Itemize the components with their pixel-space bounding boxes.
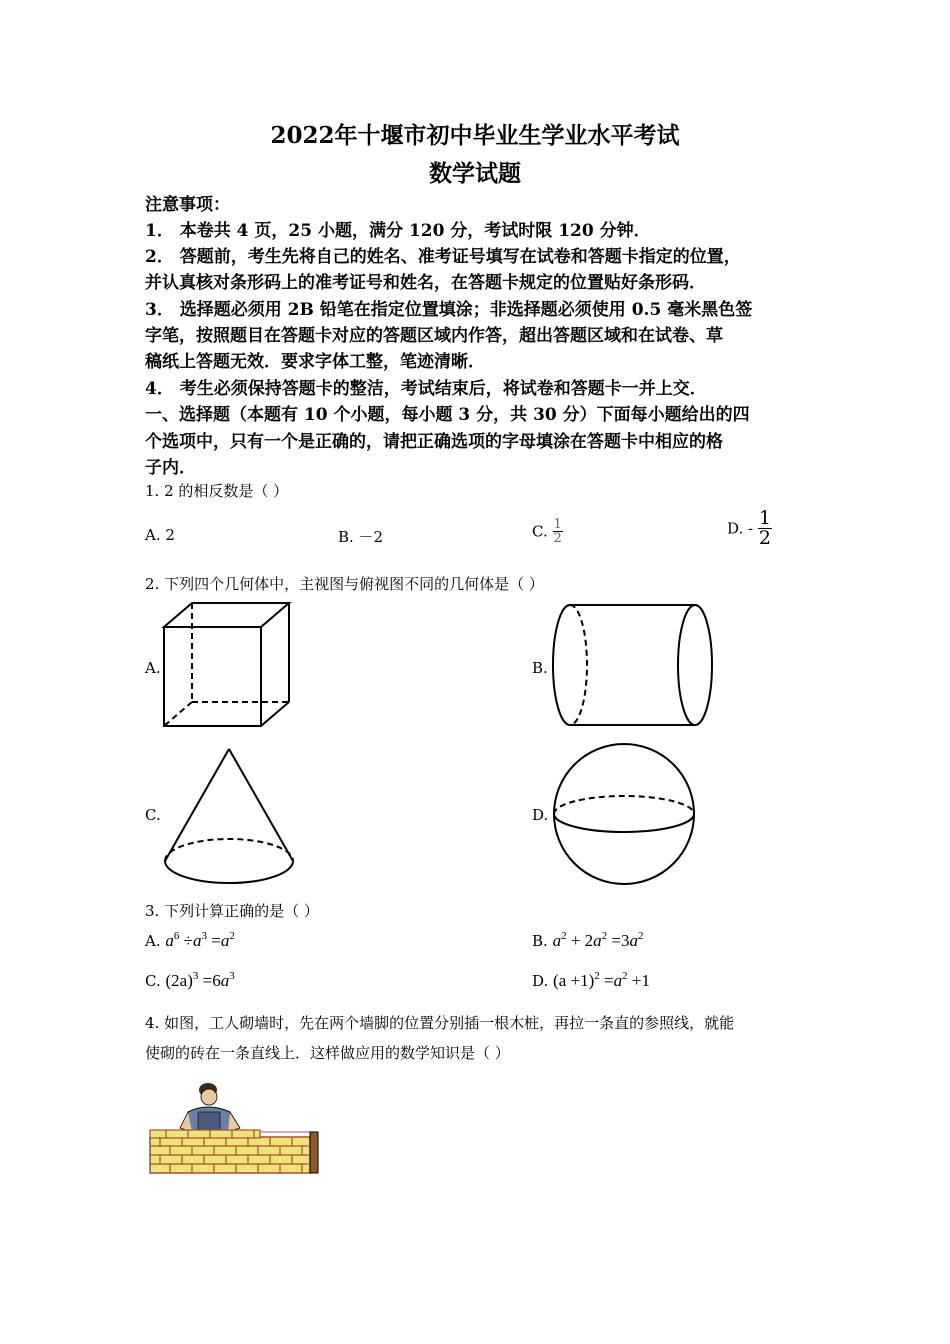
term: a (613, 971, 623, 990)
minus-sign: - (748, 519, 754, 538)
section-heading: 子内． (145, 458, 196, 478)
exponent: 2 (601, 930, 608, 942)
q2-option-a: A. (145, 659, 161, 677)
exam-subtitle: 数学试题 (429, 160, 521, 187)
q3-option-a (145, 930, 235, 951)
question-4-line: 使砌的砖在一条直线上．这样做应用的数学知识是（ ） (145, 1044, 510, 1062)
expression (553, 971, 650, 990)
q2-option-b: B. (532, 659, 548, 677)
q1-option-c-label: C. (532, 522, 548, 541)
exam-title: 2022年十堰市初中毕业生学业水平考试 (270, 122, 680, 149)
fraction (758, 509, 772, 548)
option-label: D. (532, 972, 549, 990)
operator: ÷ (179, 931, 193, 950)
exponent: 3 (229, 970, 235, 982)
q2-option-d: D. (532, 806, 549, 824)
exponent: 2 (229, 930, 235, 942)
term: a (192, 931, 202, 950)
term: a (629, 931, 639, 950)
term: a (552, 931, 562, 950)
term: a (220, 971, 230, 990)
expression (553, 931, 644, 950)
bricklayer-illustration (148, 1082, 320, 1174)
exponent: 6 (173, 930, 180, 942)
term: (2a) (165, 971, 193, 990)
term: a (220, 931, 230, 950)
q3-option-d (532, 970, 650, 991)
question-1-stem: 1. 2 的相反数是（ ） (145, 482, 289, 500)
operator: =6 (198, 971, 221, 990)
sphere-figure (552, 743, 696, 885)
operator: +1 (627, 971, 650, 990)
exponent: 2 (638, 930, 644, 942)
q3-option-b (532, 930, 644, 951)
operator: = (206, 931, 221, 950)
notes-line: 3． 选择题必须用 2B 铅笔在指定位置填涂；非选择题必须使用 0.5 毫米黑色签 (145, 300, 753, 320)
notes-heading: 注意事项： (145, 195, 230, 215)
question-4-line: 4. 如图，工人砌墙时，先在两个墙脚的位置分别插一根木桩，再拉一条直的参照线，就能 (145, 1014, 735, 1032)
q3-option-c (145, 970, 235, 991)
q2-option-c: C. (145, 806, 161, 824)
option-label: C. (145, 972, 161, 990)
operator: = (599, 971, 614, 990)
exponent: 2 (594, 970, 600, 982)
expression (166, 971, 235, 990)
notes-line: 4． 考生必须保持答题卡的整洁，考试结束后，将试卷和答题卡一并上交． (145, 379, 707, 399)
q1-option-b: B. －2 (338, 528, 384, 546)
cylinder-figure (552, 603, 714, 727)
section-heading: 个选项中，只有一个是正确的，请把正确选项的字母填涂在答题卡中相应的格 (145, 432, 723, 452)
term: a (165, 931, 174, 950)
cone-figure (163, 747, 295, 887)
fraction (553, 518, 563, 545)
exponent: 2 (622, 970, 628, 982)
exponent: 2 (561, 930, 567, 942)
term: (a +1) (553, 971, 595, 990)
q1-option-d-label: D. (727, 519, 744, 538)
exponent: 3 (192, 970, 199, 982)
expression (165, 931, 234, 950)
q1-option-c (532, 518, 563, 545)
notes-line: 1． 本卷共 4 页，25 小题，满分 120 分，考试时限 120 分钟． (145, 221, 651, 241)
notes-line: 并认真核对条形码上的准考证号和姓名，在答题卡规定的位置贴好条形码． (145, 273, 706, 293)
fraction-numerator: 1 (553, 517, 562, 532)
section-heading: 一、选择题（本题有 10 个小题，每小题 3 分，共 30 分）下面每小题给出的四 (145, 405, 750, 425)
operator: + 2 (566, 931, 594, 950)
notes-line: 字笔，按照题目在答题卡对应的答题区域内作答，超出答题区域和在试卷、草 (145, 326, 723, 346)
notes-line: 稿纸上答题无效．要求字体工整，笔迹清晰． (145, 352, 485, 372)
question-3-stem: 3. 下列计算正确的是（ ） (145, 902, 319, 920)
question-2-stem: 2. 下列四个几何体中，主视图与俯视图不同的几何体是（ ） (145, 575, 544, 593)
worker-figure (180, 1083, 240, 1134)
cube-figure (163, 602, 293, 728)
term: a (593, 931, 602, 950)
option-label: A. (145, 932, 161, 950)
option-label: B. (532, 932, 548, 950)
fraction-numerator: 1 (758, 507, 771, 529)
fraction-denominator: 2 (758, 527, 771, 549)
brick-wall (150, 1130, 318, 1173)
operator: =3 (607, 931, 630, 950)
q1-option-d (727, 509, 772, 548)
fraction-denominator: 2 (553, 531, 562, 546)
exponent: 3 (201, 930, 207, 942)
q1-option-a: A. 2 (145, 526, 175, 544)
notes-line: 2． 答题前，考生先将自己的姓名、准考证号填写在试卷和答题卡指定的位置， (145, 247, 741, 267)
